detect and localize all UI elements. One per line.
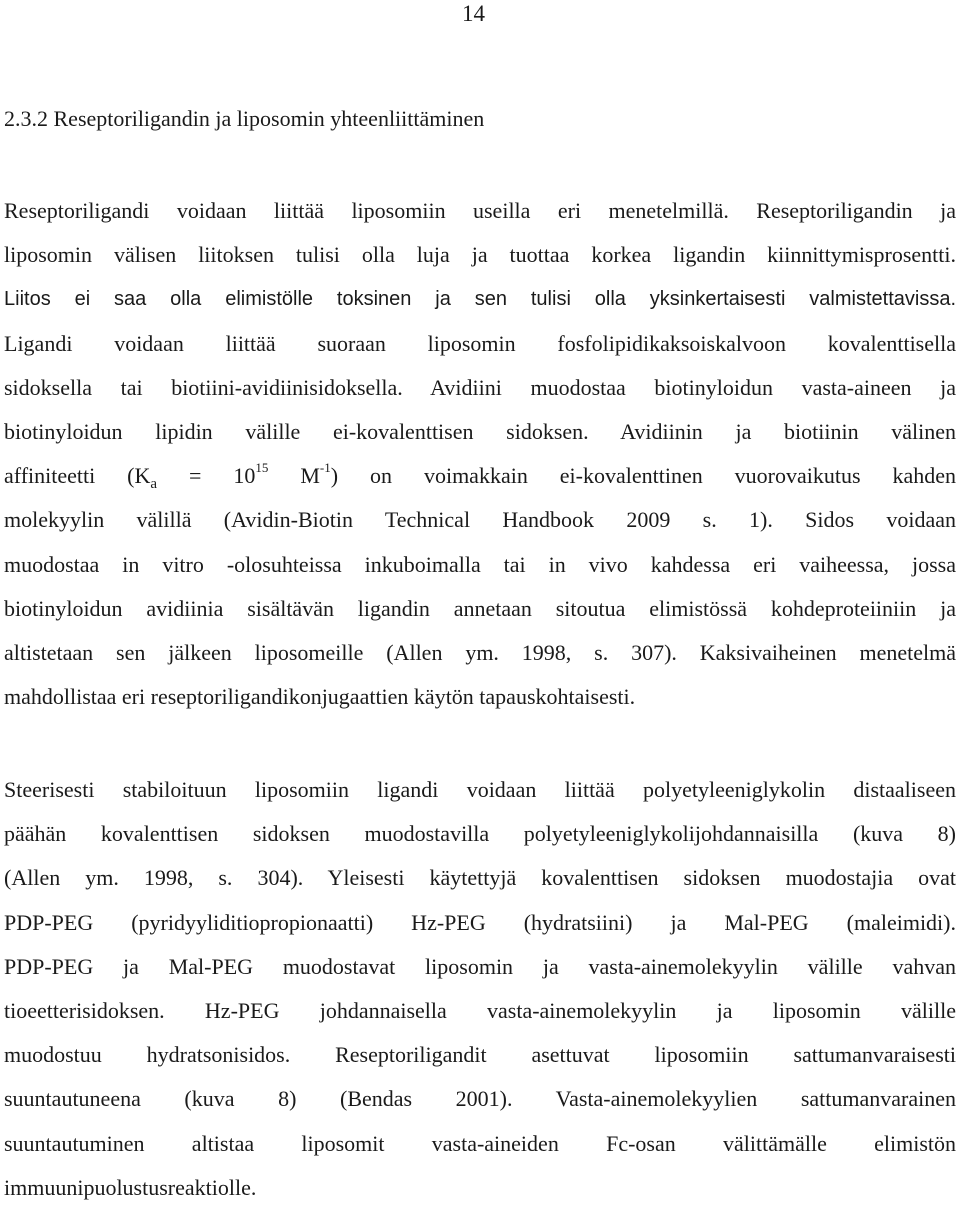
text-line: Reseptoriligandi voidaan liittää liposomiin useilla eri menetelmillä. Reseptoriligandin ja: [4, 198, 956, 223]
text-line: (Allen ym. 1998, s. 304). Yleisesti käytettyjä kovalenttisen sidoksen muodostajia ovat: [4, 865, 956, 891]
text-line: Steerisesti stabiloituun liposomiin ligandi voidaan liittää polyetyleeniglykolin distaaliseen: [4, 777, 956, 802]
text-line: Liitos ei saa olla elimistölle toksinen ja sen tulisi olla yksinkertaisesti valmistettavissa.: [4, 288, 956, 311]
affinity-text-equals: = 10: [157, 463, 256, 489]
text-line: muodostaa in vitro -olosuhteissa inkuboimalla tai in vivo kahdessa eri vaiheessa, jossa: [4, 551, 956, 577]
text-line: sidoksella tai biotiini-avidiinisidoksella. Avidiini muodostaa biotinyloidun vasta-aineen ja: [4, 374, 956, 400]
text-line: suuntautuneena (kuva 8) (Bendas 2001). Vasta-ainemolekyylien sattumanvarainen: [4, 1086, 956, 1112]
page-number: 14: [462, 1, 485, 26]
subscript-a: a: [150, 476, 158, 493]
text-line: tioeetterisidoksen. Hz-PEG johdannaisella vasta-ainemolekyylin ja liposomin välille: [4, 997, 956, 1023]
text-line: Ligandi voidaan liittää suoraan liposomin fosfolipidikaksoiskalvoon kovalenttisella: [4, 330, 956, 356]
text-line: PDP-PEG (pyridyyliditiopropionaatti) Hz-PEG (hydratsiini) ja Mal-PEG (maleimidi).: [4, 909, 956, 935]
affinity-line: [4, 454, 956, 498]
text-line: PDP-PEG ja Mal-PEG muodostavat liposomin ja vasta-ainemolekyylin välille vahvan: [4, 953, 956, 979]
text-line: immuunipuolustusreaktiolle.: [4, 1174, 257, 1200]
superscript-minus-1: -1: [319, 460, 331, 476]
text-line: mahdollistaa eri reseptoriligandikonjugaattien käytön tapauskohtaisesti.: [4, 684, 636, 710]
text-line: biotinyloidun lipidin välille ei-kovalenttisen sidoksen. Avidiinin ja biotiinin välinen: [4, 418, 956, 444]
text-line: molekyylin välillä (Avidin-Biotin Technical Handbook 2009 s. 1). Sidos voidaan: [4, 507, 956, 533]
superscript-15: 15: [255, 460, 269, 476]
affinity-text-start: affiniteetti (K: [4, 463, 151, 489]
paragraph-ligand-attachment-methods: [4, 189, 956, 719]
text-line: suuntautuminen altistaa liposomit vasta-aineiden Fc-osan välittämälle elimistön: [4, 1130, 956, 1156]
text-line: biotinyloidun avidiinia sisältävän ligandin annetaan sitoutua elimistössä kohdeproteiiniin ja: [4, 595, 956, 621]
affinity-text-end: ) on voimakkain ei-kovalenttinen vuorovaikutus kahden: [330, 463, 956, 489]
text-line: muodostuu hydratsonisidos. Reseptoriligandit asettuvat liposomiin sattumanvaraisesti: [4, 1042, 956, 1068]
section-heading: 2.3.2 Reseptoriligandin ja liposomin yhteenliittäminen: [4, 106, 485, 131]
text-line: altistetaan sen jälkeen liposomeille (Allen ym. 1998, s. 307). Kaksivaiheinen menetelmä: [4, 639, 956, 665]
text-line: liposomin välisen liitoksen tulisi olla luja ja tuottaa korkea ligandin kiinnittymisprosentti.: [4, 242, 956, 268]
text-line: päähän kovalenttisen sidoksen muodostavilla polyetyleeniglykolijohdannaisilla (kuva 8): [4, 821, 956, 847]
affinity-text-unit: M: [268, 463, 320, 489]
paragraph-steric-stabilized-liposome: [4, 768, 956, 1210]
